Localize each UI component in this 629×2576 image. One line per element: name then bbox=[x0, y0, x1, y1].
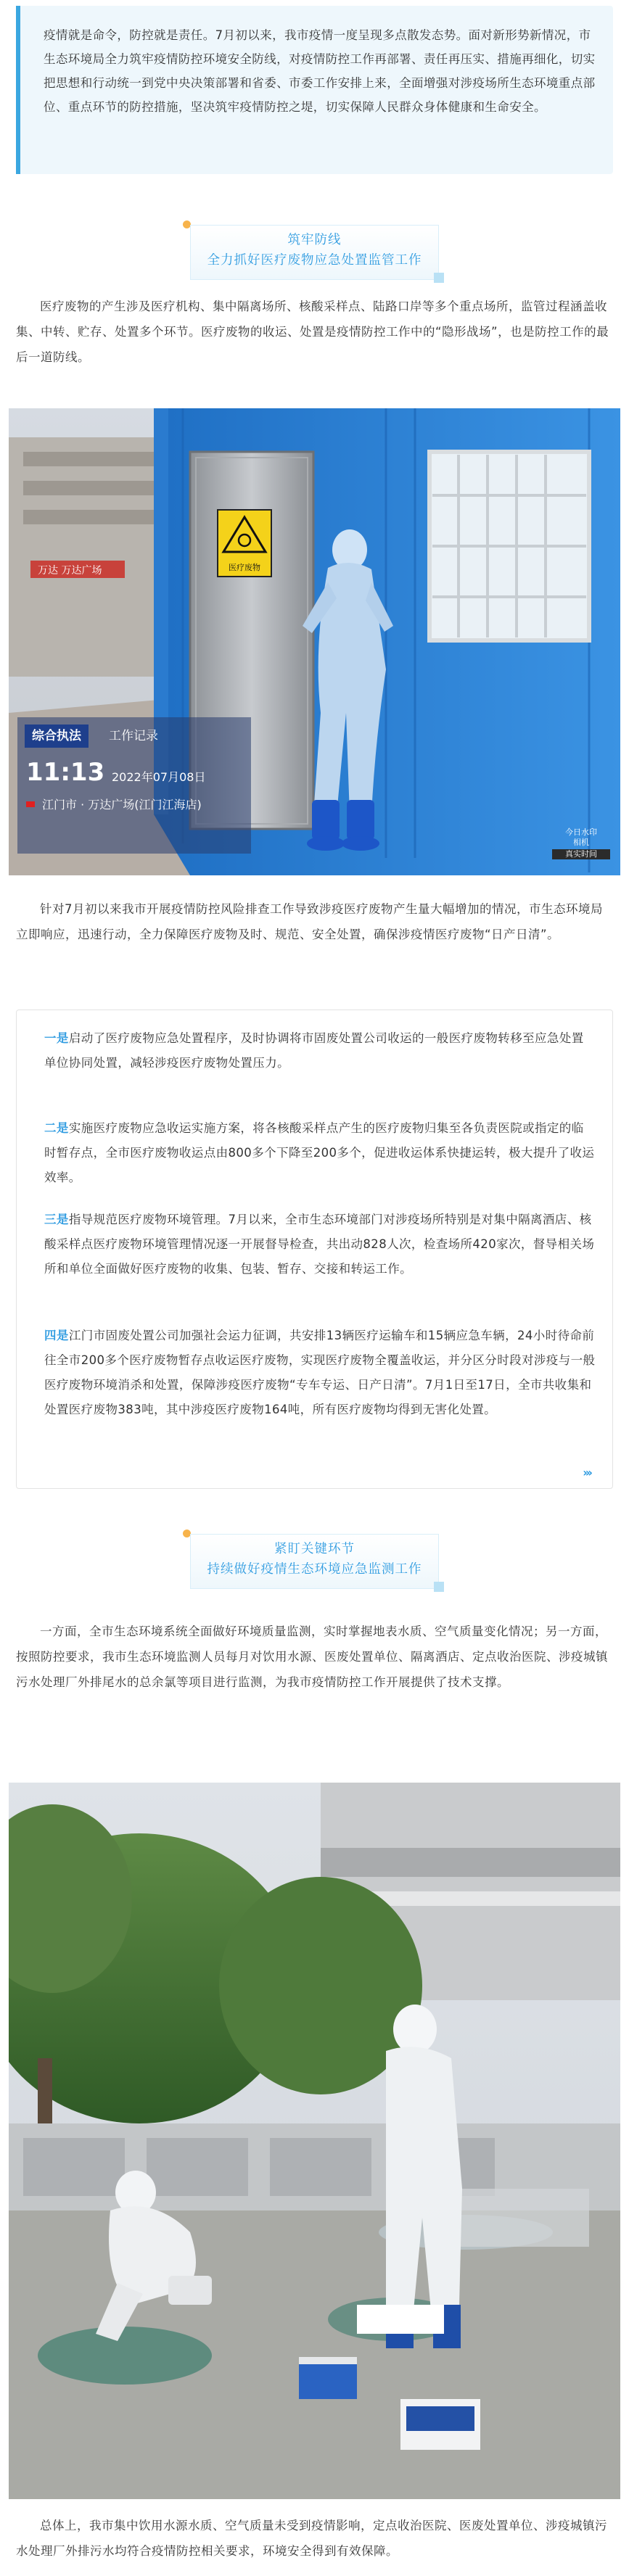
section1-title-line2: 全力抓好医疗废物应急处置监管工作 bbox=[207, 253, 422, 268]
intro-box bbox=[16, 6, 613, 174]
section1-paragraph-2: 针对7月初以来我市开展疫情防控风险排查工作导致涉疫医疗废物产生量大幅增加的情况，市生态环境局立即响应，迅速行动，全力保障医疗废物及时、规范、安全处置，确保涉疫情医疗废物“日产日清”。 bbox=[16, 902, 603, 941]
watermark-time: 11:13 bbox=[26, 758, 105, 787]
section2-title-line2: 持续做好疫情生态环境应急监测工作 bbox=[207, 1562, 422, 1577]
measure-3-key: 三是 bbox=[44, 1213, 69, 1226]
camera-logo-line1: 今日水印 bbox=[565, 827, 597, 837]
measure-3 bbox=[44, 1208, 596, 1281]
watermark-date: 2022年07月08日 bbox=[112, 770, 206, 784]
measure-4 bbox=[44, 1324, 596, 1422]
header-square-decoration bbox=[434, 273, 444, 283]
medical-waste-photo bbox=[9, 408, 620, 875]
section2-title-line1: 紧盯关键环节 bbox=[274, 1542, 355, 1556]
measures-card bbox=[16, 1010, 613, 1489]
mall-sign-text: 万达 万达广场 bbox=[38, 565, 102, 577]
measure-1-key: 一是 bbox=[44, 1031, 69, 1045]
monitoring-scene-illustration bbox=[9, 1783, 620, 2499]
biohazard-sign bbox=[218, 510, 271, 577]
intro-text: 疫情就是命令，防控就是责任。7月初以来，我市疫情一度呈现多点散发态势。面对新形势新情况，市生态环境局全力筑牢疫情防控环境安全防线，对疫情防控工作再部署、责任再压实、措施再细化，切实把思想和行动统一到党中央决策部署和省委、市委工作安排上来，全面增强对涉疫场所生态环境重点部位、重点环节的防控措施，坚决筑牢疫情防控之堤，切实保障人民群众身体健康和生命安全。 bbox=[44, 28, 596, 114]
watermark-location: 江门市 · 万达广场(江门江海店) bbox=[42, 798, 202, 812]
section2-paragraph-1: 一方面，全市生态环境系统全面做好环境质量监测，实时掌握地表水质、空气质量变化情况；另一方面，按照防控要求，我市生态环境监测人员每月对饮用水源、医废处置单位、隔离酒店、定点收治医院、涉疫城镇污水处理厂外排尾水的总余氯等项目进行监测，为我市疫情防控工作开展提供了技术支撑。 bbox=[16, 1625, 608, 1689]
measure-2 bbox=[44, 1116, 596, 1190]
watermark-panel bbox=[17, 717, 251, 854]
intro-accent-bar bbox=[16, 6, 20, 174]
camera-logo-line2: 相机 bbox=[573, 838, 589, 847]
section1-title-line1: 筑牢防线 bbox=[287, 233, 342, 247]
measure-2-key: 二是 bbox=[44, 1121, 69, 1135]
triple-chevron-right-icon: ››› bbox=[583, 1466, 591, 1479]
section1-title-box bbox=[190, 225, 439, 280]
watermark-badge: 综合执法 bbox=[25, 724, 89, 748]
section1-header bbox=[0, 210, 629, 290]
section2-paragraph-2: 总体上，我市集中饮用水源水质、空气质量未受到疫情影响，定点收治医院、医废处置单位、涉疫城镇污水处理厂外排污水均符合疫情防控相关要求，环境安全得到有效保障。 bbox=[16, 2519, 607, 2558]
measure-1-text: 启动了医疗废物应急处置程序，及时协调将市固废处置公司收运的一般医疗废物转移至应急处置单位协同处置，减轻涉疫医疗废物处置压力。 bbox=[44, 1031, 584, 1070]
measure-4-text: 江门市固废处置公司加强社会运力征调，共安排13辆医疗运输车和15辆应急车辆，24小时待命前往全市200多个医疗废物暂存点收运医疗废物，实现医疗废物全覆盖收运，并分区分时段对涉疫与一般医疗废物环境消杀和处置，保障涉疫医疗废物“专车专运、日产日清”。7月1日至17日，全市共收集和处置医疗废物383吨，其中涉疫医疗废物164吨，所有医疗废物均得到无害化处置。 bbox=[44, 1329, 596, 1416]
camera-logo-line3: 真实时间 bbox=[552, 849, 610, 859]
header-square-decoration bbox=[434, 1582, 444, 1592]
measure-3-text: 指导规范医疗废物环境管理。7月以来，全市生态环境部门对涉疫场所特别是对集中隔离酒店、核酸采样点医疗废物环境管理情况逐一开展督导检查，共出动828人次，检查场所420家次，督导相关场所和单位全面做好医疗废物的收集、包装、暂存、交接和转运工作。 bbox=[44, 1213, 595, 1276]
measure-1 bbox=[44, 1026, 596, 1076]
biohazard-sign-text: 医疗废物 bbox=[229, 563, 260, 572]
section2-header bbox=[0, 1519, 629, 1599]
measure-4-key: 四是 bbox=[44, 1329, 69, 1342]
location-marker-icon bbox=[26, 801, 35, 807]
section2-title-box bbox=[190, 1534, 439, 1589]
measure-2-text: 实施医疗废物应急收运实施方案，将各核酸采样点产生的医疗废物归集至各负责医院或指定的临时暂存点，全市医疗废物收运点由800多个下降至200多个，促进收运体系快捷运转，极大提升了收运效率。 bbox=[44, 1121, 595, 1184]
watermark-label: 工作记录 bbox=[109, 729, 158, 743]
watermark-camera-logo bbox=[552, 827, 610, 859]
monitoring-photo bbox=[9, 1783, 620, 2499]
section1-paragraph-1: 医疗废物的产生涉及医疗机构、集中隔离场所、核酸采样点、陆路口岸等多个重点场所，监管过程涵盖收集、中转、贮存、处置多个环节。医疗废物的收运、处置是疫情防控工作中的“隐形战场”，也是防控工作的最后一道防线。 bbox=[16, 300, 609, 364]
